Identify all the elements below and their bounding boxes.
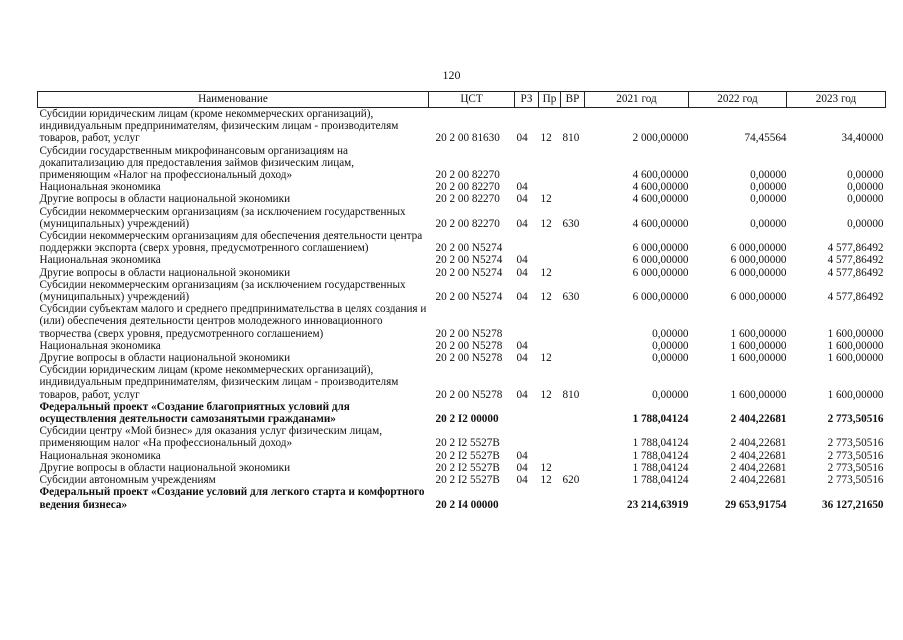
row-2023-cell: 2 773,50516 <box>827 413 884 426</box>
row-pr-cell <box>539 254 561 266</box>
row-name-cell: Национальная экономика <box>39 181 161 194</box>
row-cst-cell: 20 2 00 82270 <box>435 169 500 182</box>
row-2023-cell: 0,00000 <box>847 169 884 182</box>
row-pr-cell <box>539 145 561 182</box>
row-2023-cell: 1 600,00000 <box>827 388 884 401</box>
col-header-rz: РЗ <box>515 92 539 108</box>
table-row <box>38 364 886 401</box>
row-2023-cell: 2 773,50516 <box>827 437 884 450</box>
row-rz-cell: 04 <box>516 254 528 267</box>
col-header-pr: Пр <box>539 92 561 108</box>
table-row <box>38 462 886 474</box>
row-2023-cell: 0,00000 <box>847 181 884 194</box>
row-2022-cell: 0,00000 <box>750 181 787 194</box>
row-2021-cell: 1 788,04124 <box>632 413 689 426</box>
row-cst-cell: 20 2 00 N5274 <box>435 291 503 304</box>
row-name-cell: Федеральный проект «Создание условий для легкого старта и комфортного ведения бизнеса» <box>39 486 425 511</box>
row-2023-cell: 4 577,86492 <box>827 291 884 304</box>
row-2022-cell: 6 000,00000 <box>730 254 787 267</box>
row-cst-cell: 20 2 00 N5278 <box>435 327 503 340</box>
table-row <box>38 206 886 230</box>
row-2022-cell: 1 600,00000 <box>730 327 787 340</box>
row-cst-cell: 20 2 I4 00000 <box>435 498 499 511</box>
row-2023-cell: 2 773,50516 <box>827 449 884 462</box>
row-rz-cell: 04 <box>516 474 528 487</box>
table-row <box>38 450 886 462</box>
row-2023-cell: 34,40000 <box>841 132 884 145</box>
row-2021-cell: 6 000,00000 <box>632 254 689 267</box>
row-2023-cell: 36 127,21650 <box>821 498 884 511</box>
row-rz-cell: 04 <box>516 132 528 145</box>
row-name-cell: Субсидии государственным микрофинансовым организациям на докапитализацию для предоставления займов физическим лицам, применяющим «Налог на профессиональный доход» <box>39 144 355 182</box>
col-header-name: Наименование <box>38 92 429 108</box>
row-rz-cell: 04 <box>516 181 528 194</box>
row-name-cell: Федеральный проект «Создание благоприятных условий для осуществления деятельности самозанятыми гражданами» <box>39 400 350 426</box>
row-rz-cell <box>515 486 539 510</box>
row-rz-cell <box>515 230 539 254</box>
budget-table <box>37 91 886 511</box>
row-cst-cell: 20 2 00 N5278 <box>435 339 503 352</box>
row-vr-cell <box>561 486 585 510</box>
row-2023-cell: 2 773,50516 <box>827 474 884 487</box>
row-pr-cell <box>539 401 561 425</box>
row-pr-cell <box>539 340 561 352</box>
row-2022-cell: 0,00000 <box>750 169 787 182</box>
row-pr-cell: 12 <box>540 474 552 487</box>
row-2021-cell: 1 788,04124 <box>632 449 689 462</box>
row-rz-cell: 04 <box>516 339 528 352</box>
row-2021-cell: 4 600,00000 <box>632 169 689 182</box>
row-vr-cell: 620 <box>562 474 580 487</box>
table-body <box>38 108 886 511</box>
row-2021-cell: 0,00000 <box>652 352 689 365</box>
row-vr-cell <box>561 462 585 474</box>
table-row <box>38 303 886 340</box>
row-cst-cell: 20 2 I2 5527B <box>435 474 500 487</box>
row-rz-cell <box>515 425 539 449</box>
row-rz-cell: 04 <box>516 461 528 474</box>
row-pr-cell: 12 <box>540 461 552 474</box>
row-rz-cell: 04 <box>516 449 528 462</box>
row-2022-cell: 1 600,00000 <box>730 388 787 401</box>
row-2022-cell: 29 653,91754 <box>724 498 787 511</box>
row-2021-cell: 0,00000 <box>652 339 689 352</box>
row-vr-cell <box>561 267 585 279</box>
row-cst-cell: 20 2 I2 5527B <box>435 461 500 474</box>
row-vr-cell <box>561 450 585 462</box>
col-header-2022: 2022 год <box>689 92 787 108</box>
row-pr-cell: 12 <box>540 193 552 206</box>
row-2021-cell: 6 000,00000 <box>632 266 689 279</box>
row-vr-cell <box>561 181 585 193</box>
row-2022-cell: 74,45564 <box>744 132 787 145</box>
row-2022-cell: 2 404,22681 <box>730 437 787 450</box>
row-name-cell: Субсидии юридическим лицам (кроме некоммерческих организаций), индивидуальным предпринимателям, физическим лицам - производителям товаров, работ, услуг <box>39 108 399 145</box>
row-name-cell: Субсидии некоммерческим организациям для обеспечения деятельности центра поддержки экспорта (сверх уровня, предусмотренного соглашением) <box>39 230 423 255</box>
row-cst-cell: 20 2 00 N5278 <box>435 352 503 365</box>
row-2022-cell: 2 404,22681 <box>730 449 787 462</box>
page-number: 120 <box>442 68 461 82</box>
row-pr-cell <box>539 181 561 193</box>
row-pr-cell <box>539 303 561 340</box>
row-2023-cell: 4 577,86492 <box>827 266 884 279</box>
row-2023-cell: 4 577,86492 <box>827 242 884 255</box>
row-pr-cell: 12 <box>540 388 552 401</box>
row-vr-cell <box>561 230 585 254</box>
row-rz-cell: 04 <box>516 388 528 401</box>
row-cst-cell: 20 2 00 N5278 <box>435 388 503 401</box>
row-2023-cell: 0,00000 <box>847 217 884 230</box>
row-2021-cell: 23 214,63919 <box>626 498 689 511</box>
row-name-cell: Национальная экономика <box>39 449 161 462</box>
row-2021-cell: 4 600,00000 <box>632 193 689 206</box>
row-rz-cell: 04 <box>516 217 528 230</box>
row-name-cell: Субсидии юридическим лицам (кроме некоммерческих организаций), индивидуальным предпринимателям, физическим лицам - производителям товаров, работ, услуг <box>39 364 399 401</box>
row-pr-cell <box>539 450 561 462</box>
row-vr-cell <box>561 303 585 340</box>
row-pr-cell <box>539 230 561 254</box>
table-row <box>38 181 886 193</box>
row-vr-cell: 630 <box>562 291 580 304</box>
row-name-cell: Другие вопросы в области национальной экономики <box>39 352 291 365</box>
row-2021-cell: 1 788,04124 <box>632 437 689 450</box>
row-cst-cell: 20 2 I2 5527B <box>435 449 500 462</box>
row-name-cell: Субсидии некоммерческим организациям (за исключением государственных (муниципальных) учреждений) <box>39 205 406 230</box>
table-row <box>38 193 886 205</box>
row-pr-cell: 12 <box>540 266 552 279</box>
row-rz-cell <box>515 145 539 182</box>
row-cst-cell: 20 2 00 81630 <box>435 132 500 145</box>
row-name-cell: Субсидии центру «Мой бизнес» для оказания услуг физическим лицам, применяющим налог «На профессиональный доход» <box>39 425 383 450</box>
row-name-cell: Национальная экономика <box>39 254 161 267</box>
row-pr-cell: 12 <box>540 217 552 230</box>
row-pr-cell: 12 <box>540 132 552 145</box>
row-cst-cell: 20 2 00 N5274 <box>435 254 503 267</box>
row-2021-cell: 0,00000 <box>652 327 689 340</box>
row-pr-cell: 12 <box>540 352 552 365</box>
row-vr-cell <box>561 145 585 182</box>
table-row <box>38 352 886 364</box>
row-2022-cell: 6 000,00000 <box>730 291 787 304</box>
table-row <box>38 425 886 449</box>
row-name-cell: Субсидии автономным учреждениям <box>39 474 216 487</box>
row-2023-cell: 1 600,00000 <box>827 339 884 352</box>
row-2023-cell: 0,00000 <box>847 193 884 206</box>
row-2021-cell: 6 000,00000 <box>632 242 689 255</box>
row-vr-cell <box>561 425 585 449</box>
table-row <box>38 145 886 182</box>
row-2021-cell: 1 788,04124 <box>632 461 689 474</box>
row-vr-cell <box>561 254 585 266</box>
row-pr-cell <box>539 425 561 449</box>
row-name-cell: Национальная экономика <box>39 339 161 352</box>
col-header-vr: ВР <box>561 92 585 108</box>
row-rz-cell <box>515 303 539 340</box>
row-2021-cell: 0,00000 <box>652 388 689 401</box>
row-cst-cell: 20 2 00 N5274 <box>435 266 503 279</box>
row-2022-cell: 1 600,00000 <box>730 339 787 352</box>
table-row <box>38 108 886 145</box>
row-2022-cell: 2 404,22681 <box>730 474 787 487</box>
row-cst-cell: 20 2 00 82270 <box>435 217 500 230</box>
row-2022-cell: 6 000,00000 <box>730 242 787 255</box>
row-2022-cell: 2 404,22681 <box>730 461 787 474</box>
table-row <box>38 474 886 486</box>
table-row <box>38 279 886 303</box>
row-rz-cell: 04 <box>516 193 528 206</box>
row-2022-cell: 1 600,00000 <box>730 352 787 365</box>
row-rz-cell: 04 <box>516 352 528 365</box>
row-vr-cell: 810 <box>562 132 580 145</box>
row-2022-cell: 0,00000 <box>750 193 787 206</box>
row-cst-cell: 20 2 00 N5274 <box>435 242 503 255</box>
table-row <box>38 230 886 254</box>
row-2022-cell: 0,00000 <box>750 217 787 230</box>
row-cst-cell: 20 2 00 82270 <box>435 193 500 206</box>
table-row <box>38 254 886 266</box>
row-2021-cell: 6 000,00000 <box>632 291 689 304</box>
row-2023-cell: 2 773,50516 <box>827 461 884 474</box>
row-2023-cell: 1 600,00000 <box>827 352 884 365</box>
row-2023-cell: 4 577,86492 <box>827 254 884 267</box>
col-header-2021: 2021 год <box>585 92 689 108</box>
row-cst-cell: 20 2 I2 00000 <box>435 413 499 426</box>
row-rz-cell <box>515 401 539 425</box>
row-vr-cell: 630 <box>562 217 580 230</box>
table-row <box>38 401 886 425</box>
row-vr-cell <box>561 401 585 425</box>
table-row <box>38 486 886 510</box>
col-header-2023: 2023 год <box>787 92 886 108</box>
row-vr-cell: 810 <box>562 388 580 401</box>
row-name-cell: Другие вопросы в области национальной экономики <box>39 461 291 474</box>
col-header-cst: ЦСТ <box>429 92 515 108</box>
row-2021-cell: 4 600,00000 <box>632 181 689 194</box>
row-2021-cell: 4 600,00000 <box>632 217 689 230</box>
row-pr-cell: 12 <box>540 291 552 304</box>
row-name-cell: Другие вопросы в области национальной экономики <box>39 266 291 279</box>
row-vr-cell <box>561 193 585 205</box>
row-2022-cell: 6 000,00000 <box>730 266 787 279</box>
row-name-cell: Другие вопросы в области национальной экономики <box>39 193 291 206</box>
row-name-cell: Субсидии некоммерческим организациям (за исключением государственных (муниципальных) учреждений) <box>39 278 406 304</box>
row-2022-cell: 2 404,22681 <box>730 413 787 426</box>
row-cst-cell: 20 2 I2 5527B <box>435 437 500 450</box>
row-rz-cell: 04 <box>516 266 528 279</box>
row-vr-cell <box>561 340 585 352</box>
row-2021-cell: 1 788,04124 <box>632 474 689 487</box>
table-header-row <box>38 92 886 108</box>
row-2023-cell: 1 600,00000 <box>827 327 884 340</box>
row-name-cell: Субсидии субъектам малого и среднего предпринимательства в целях создания и (или) обеспечения деятельности центров молодежного инновационного творчества (сверх уровня, предусмотренного соглашением) <box>39 303 427 340</box>
row-rz-cell: 04 <box>516 291 528 304</box>
row-cst-cell: 20 2 00 82270 <box>435 181 500 194</box>
table-row <box>38 267 886 279</box>
row-pr-cell <box>539 486 561 510</box>
row-vr-cell <box>561 352 585 364</box>
row-2021-cell: 2 000,00000 <box>632 132 689 145</box>
table-row <box>38 340 886 352</box>
